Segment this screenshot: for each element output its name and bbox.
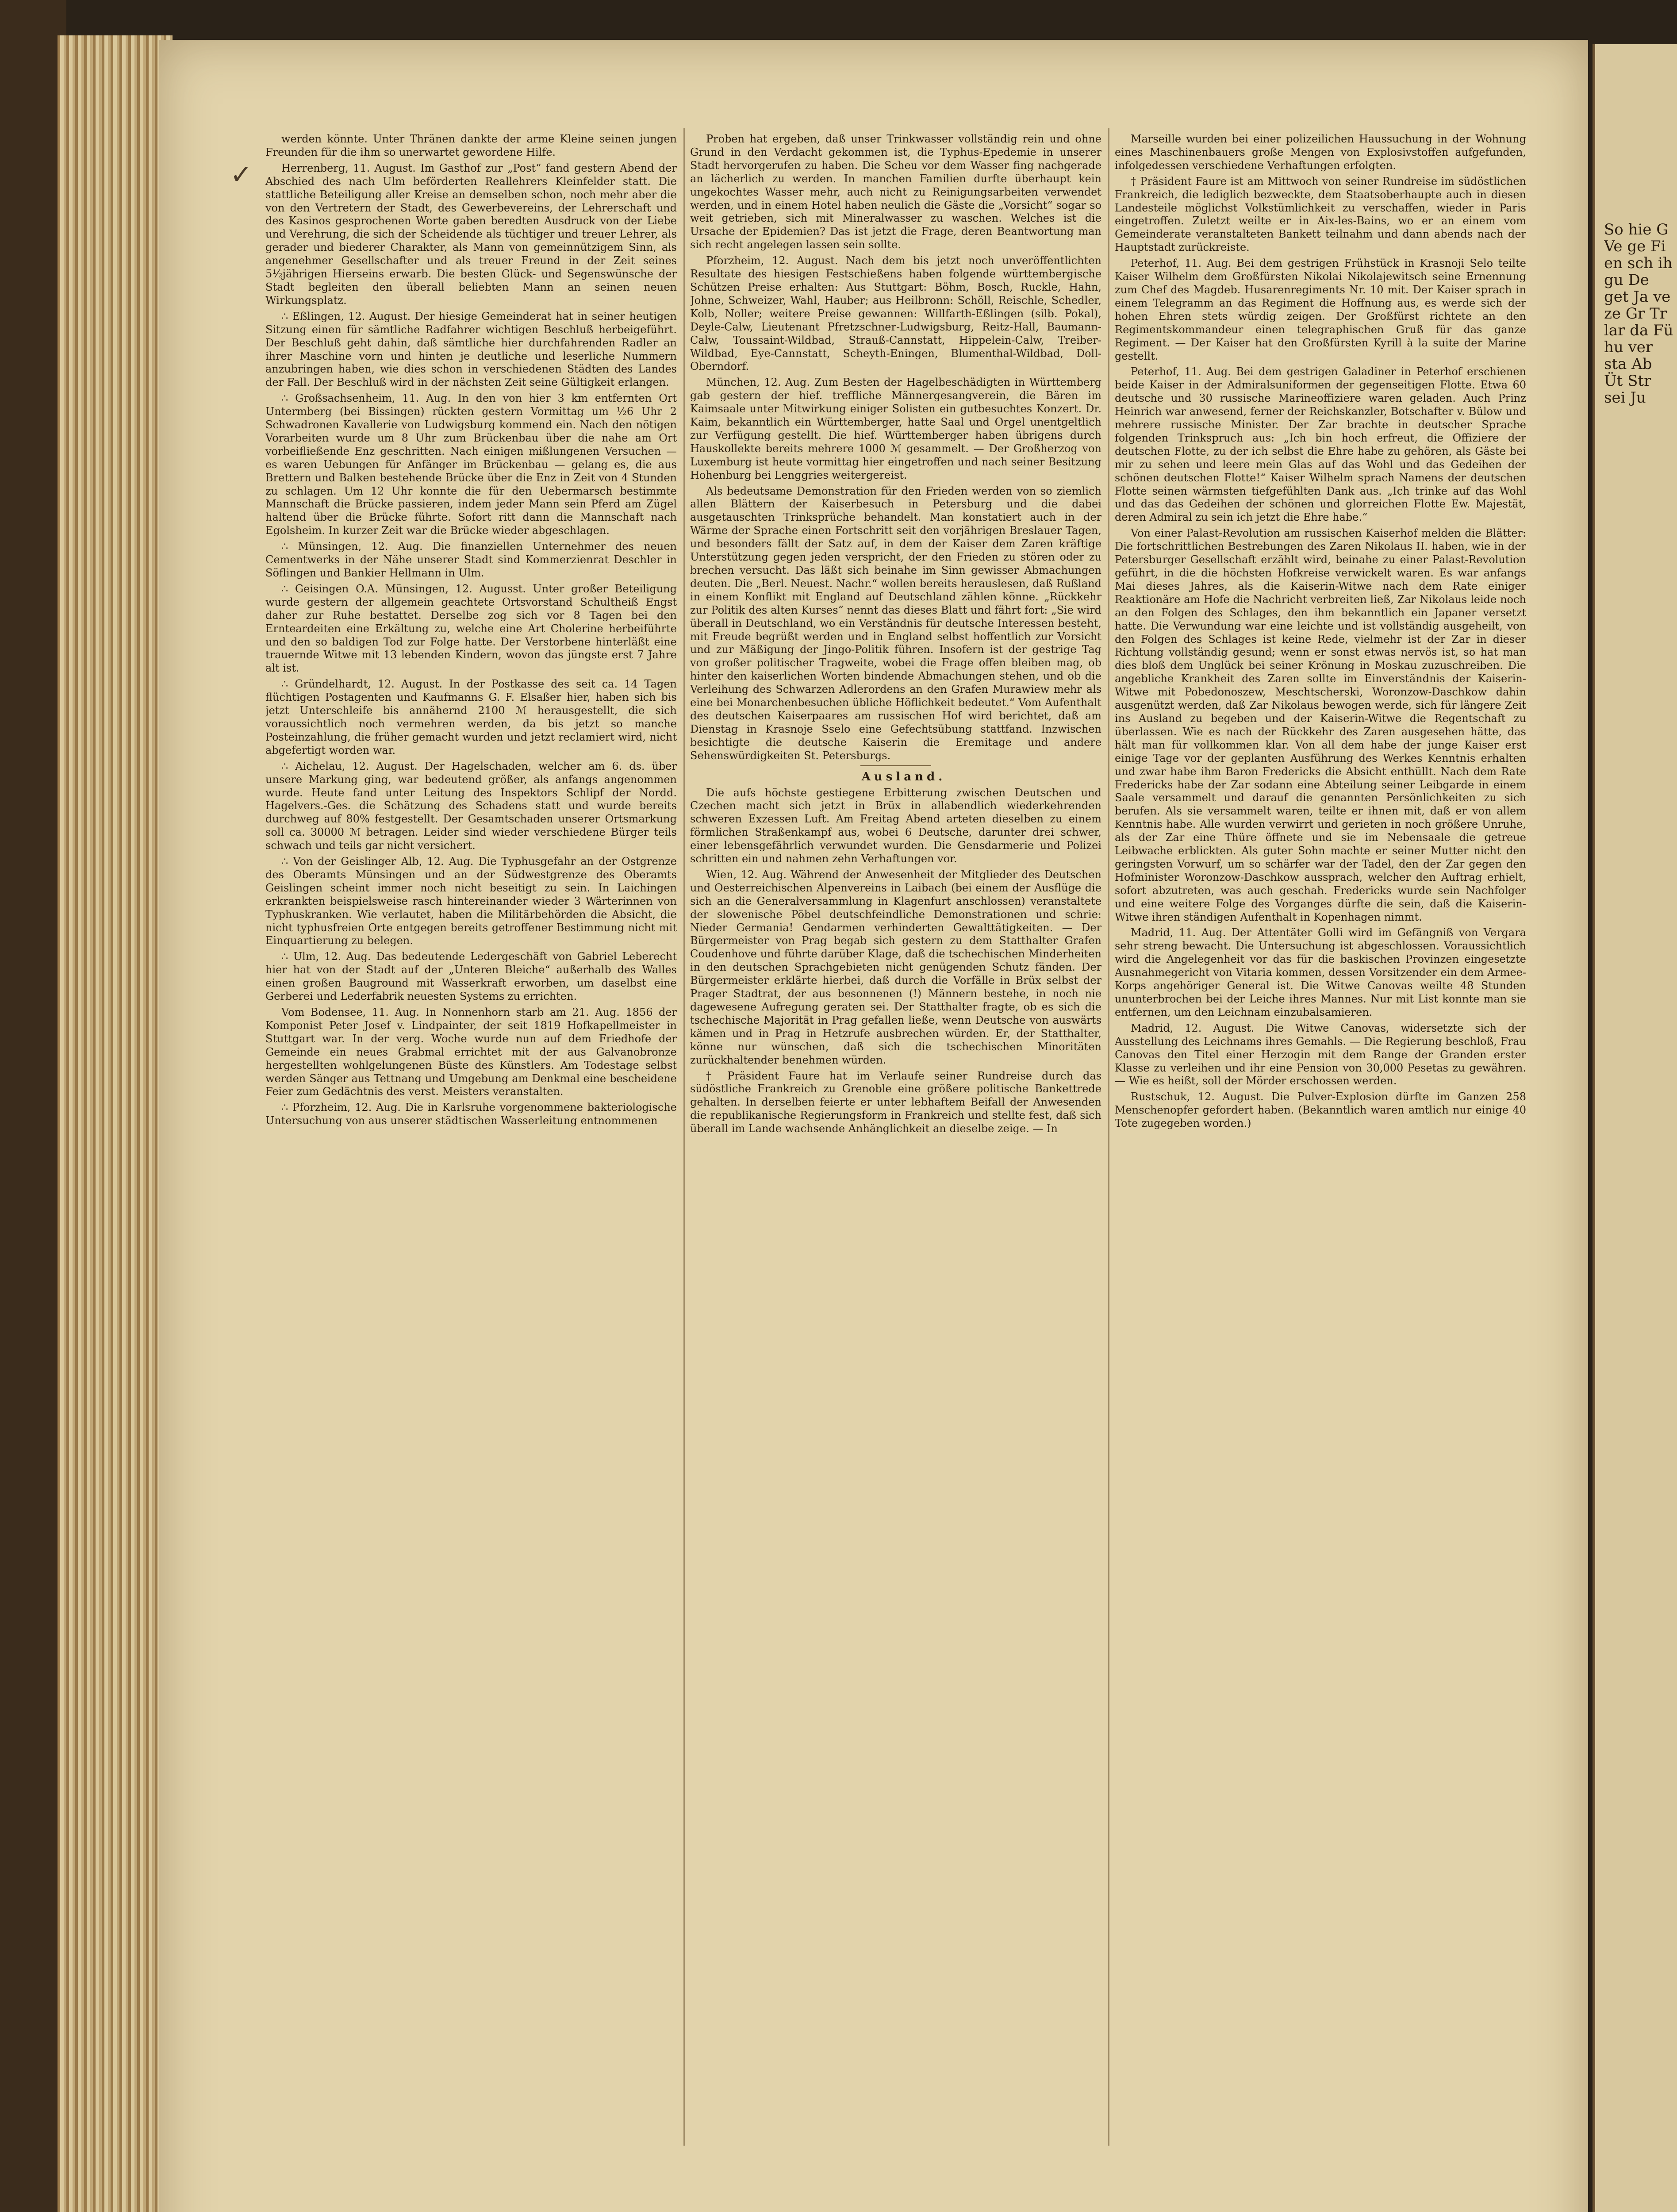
article-paragraph: werden könnte. Unter Thränen dankte der arme Kleine seinen jungen Freunden für die ihm so unerwartet gewordene Hilfe. [265, 133, 677, 158]
article-paragraph: Rustschuk, 12. August. Die Pulver-Explosion dürfte im Ganzen 258 Menschenopfer gefordert haben. (Bekanntlich waren amtlich nur einige 40 Tote zugegeben worden.) [1115, 1091, 1526, 1130]
article-paragraph: ∴ Geisingen O.A. Münsingen, 12. Augusst. Unter großer Beteiligung wurde gestern der allgemein geachtete Ortsvorstand Schultheiß Engst daher zur Ruhe bestattet. Derselbe zog sich vor 8 Tagen bei den Ernteardeiten eine Erkältung zu, welche eine Art Cholerine herbeiführte und den so baldigen Tod zur Folge hatte. Der Verstorbene hinterläßt eine trauernde Witwe mit 13 lebenden Kindern, wovon das jüngste erst 7 Jahre alt ist. [265, 582, 677, 675]
article-paragraph: ∴ Von der Geislinger Alb, 12. Aug. Die Typhusgefahr an der Ostgrenze des Oberamts Münsingen und an der Südwestgrenze des Oberamts Geislingen scheint immer noch nicht beseitigt zu sein. In Laichingen erkrankten beispielsweise rasch hintereinander wieder 3 Wärterinnen von Typhuskranken. Wie verlautet, haben die Militärbehörden die Absicht, die nicht typhusfreien Orte entgegen bereits getroffener Bestimmung nicht mit Einquartierung zu belegen. [265, 855, 677, 947]
article-paragraph: Madrid, 12. August. Die Witwe Canovas, widersetzte sich der Ausstellung des Leichnams ihres Gemahls. — Die Regierung beschloß, Frau Canovas den Titel einer Herzogin mit dem Range der Granden erster Klasse zu verleihen und ihr eine Pension von 30,000 Pesetas zu gewähren. — Wie es heißt, soll der Mörder erschossen werden. [1115, 1022, 1526, 1087]
column-3 [1115, 133, 1526, 2150]
book-binding [0, 0, 66, 2212]
article-paragraph: Peterhof, 11. Aug. Bei dem gestrigen Frühstück in Krasnoji Selo teilte Kaiser Wilhelm dem Großfürsten Nikolai Nikolajewitsch seine Ernennung zum Chef des Magdeb. Husarenregiments Nr. 10 mit. Der Kaiser sprach in einem Telegramm an das Regiment die Hoffnung aus, es werde sich der hohen Ehren stets würdig zeigen. Der Großfürst richtete an den Regimentskommandeur einen telegraphischen Gruß für das ganze Regiment. — Der Kaiser hat den Großfürsten Kyrill à la suite der Marine gestellt. [1115, 257, 1526, 362]
article-paragraph: ∴ Aichelau, 12. August. Der Hagelschaden, welcher am 6. ds. über unsere Markung ging, war bedeutend größer, als anfangs angenommen wurde. Heute fand unter Leitung des Inspektors Schlipf der Nordd. Hagelvers.-Ges. die Schätzung des Schadens statt und wurde bereits durchweg auf 80% festgestellt. Der Gesamtschaden unserer Ortsmarkung soll ca. 30000 ℳ betragen. Leider sind wieder verschiedene Bürger teils schwach und teils gar nicht versichert. [265, 760, 677, 852]
column-rule [683, 128, 685, 2146]
article-paragraph: † Präsident Faure ist am Mittwoch von seiner Rundreise im südöstlichen Frankreich, die lediglich bezweckte, dem Staatsoberhaupte auch in diesen Landesteile möglichst Volkstümlichkeit zu verschaffen, wieder in Paris eingetroffen. Zuletzt weilte er in Aix-les-Bains, wo er an einem vom Gemeinderate veranstalteten Bankett teilnahm und dann abends nach der Hauptstadt zurückreiste. [1115, 175, 1526, 254]
article-paragraph: † Präsident Faure hat im Verlaufe seiner Rundreise durch das südöstliche Frankreich zu Grenoble eine größere politische Bankettrede gehalten. In derselben feierte er unter lebhaftem Beifall der Anwesenden die republikanische Regierungsform in Frankreich und stellte fest, daß sich überall im Lande wachsende Anhänglichkeit an dieselbe zeige. — In [690, 1069, 1101, 1135]
article-paragraph: Von einer Palast-Revolution am russischen Kaiserhof melden die Blätter: Die fortschrittlichen Bestrebungen des Zaren Nikolaus II. haben, wie in der Petersburger Gesellschaft erzählt wird, beinahe zu einer Palast-Revolution geführt, in die die höchsten Hofkreise verwickelt waren. Es war anfangs Mai dieses Jahres, als die Kaiserin-Witwe nach dem Rate einiger Reaktionäre am Hofe die Nachricht verbreiten ließ, Zar Nikolaus leide noch an den Folgen des Schlages, den ihm bekanntlich ein Japaner versetzt hatte. Die Verwundung war eine leichte und ist vollständig ausgeheilt, von den Folgen des Schlages ist keine Rede, vielmehr ist der Zar in dieser Richtung vollständig gesund; wenn er sonst etwas nervös ist, so hat man dies bloß dem Unglück bei seiner Krönung in Moskau zuzuschreiben. Die angebliche Krankheit des Zaren sollte im Einverständnis der Kaiserin-Witwe mit Pobedonoszew, Meschtscherski, Woronzow-Daschkow dahin ausgenützt werden, daß Zar Nikolaus bewogen werde, sich für längere Zeit ins Ausland zu begeben und der Kaiserin-Witwe die Regentschaft zu überlassen. Wie es nach der Rückkehr des Zaren ausgesehen hätte, das hält man für vollkommen klar. Von all dem habe der junge Kaiser erst einige Tage vor der geplanten Ausführung des Werkes Kenntnis erhalten und zwar habe ihm Baron Fredericks die Absicht enthüllt. Nach dem Rate Fredericks habe der Zar sodann eine Abteilung seiner Leibgarde in einem Saale versammelt und darauf die genannten Persönlichkeiten zu sich berufen. Als sie versammelt waren, teilte er ihnen mit, daß er von allem Kenntnis habe. Alle wurden verwirrt und gerieten in noch größere Unruhe, als der Zar eine Thüre öffnete und sie im Nebensaale die getreue Leibwache erblickten. Als guter Sohn machte er seiner Mutter nicht den geringsten Vorwurf, um so schärfer war der Tadel, den der Zar gegen den Hofminister Woronzow-Daschkow aussprach, welcher den Auftrag erhielt, sofort abzutreten, was auch geschah. Fredericks wurde sein Nachfolger und eine weitere Folge des Vorganges dürfte die sein, daß die Kaiserin-Witwe ihren ständigen Aufenthalt in Kopenhagen nimmt. [1115, 527, 1526, 923]
pencil-check-icon: ✓ [230, 159, 253, 190]
article-paragraph: Herrenberg, 11. August. Im Gasthof zur „Post“ fand gestern Abend der Abschied des nach Ulm beförderten Reallehrers Kleinfelder statt. Die stattliche Beteiligung aller Kreise an demselben schon, noch mehr aber die von den Vertretern der Stadt, des Gewerbevereins, der Lehrerschaft und des Kasinos gesprochenen Worte gaben beredten Ausdruck von der Liebe und Verehrung, die sich der Scheidende als tüchtiger und treuer Lehrer, als gerader und biederer Charakter, als Mann von gemeinnützigem Sinn, als angenehmer Gesellschafter und als treuer Freund in der Zeit seines 5½jährigen Hierseins erwarb. Die besten Glück- und Segenswünsche der Stadt begleiten den überall beliebten Mann an seinen neuen Wirkungsplatz. [265, 161, 677, 307]
article-paragraph: ∴ Pforzheim, 12. Aug. Die in Karlsruhe vorgenommene bakteriologische Untersuchung von aus unserer städtischen Wasserleitung entnommenen [265, 1101, 677, 1127]
adjacent-page-text: So hie G Ve ge Fi en sch ih gu De get Ja ve ze Gr Tr lar da Fü hu ver sta Ab Üt Str sei Ju [1604, 221, 1673, 407]
column-1 [265, 133, 677, 2150]
page-edges [58, 35, 173, 2212]
article-paragraph: Die aufs höchste gestiegene Erbitterung zwischen Deutschen und Czechen macht sich jetzt in Brüx in allabendlich wiederkehrenden schweren Exzessen Luft. Am Freitag Abend arteten dieselben zu einem förmlichen Straßenkampf aus, wobei 6 Deutsche, darunter drei schwer, einer lebensgefährlich verwundet wurden. Die Gensdarmerie und Polizei schritten ein und nahmen zehn Verhaftungen vor. [690, 786, 1101, 865]
article-paragraph: Peterhof, 11. Aug. Bei dem gestrigen Galadiner in Peterhof erschienen beide Kaiser in der Admiralsuniformen der gegenseitigen Flotte. Etwa 60 deutsche und 30 russische Marineoffiziere waren geladen. Auch Prinz Heinrich war anwesend, ferner der Reichskanzler, Botschafter v. Bülow und mehrere russische Minister. Der Zar brachte in deutscher Sprache folgenden Trinkspruch aus: „Ich bin hoch erfreut, die Offiziere der deutschen Flotte, zu der ich selbst die Ehre habe zu gehören, als Gäste bei mir zu sehen und leere mein Glas auf das Wohl und das Gedeihen der schönen deutschen Flotte!“ Kaiser Wilhelm sprach Namens der deutschen Flotte seinen wärmsten tiefgefühlten Dank aus. „Ich trinke auf das Wohl und das das Gedeihen der schönen und glorreichen Flotte Ew. Majestät, deren Admiral zu sein ich jetzt die Ehre habe.“ [1115, 365, 1526, 524]
column-rule [1108, 128, 1109, 2146]
article-paragraph: ∴ Münsingen, 12. Aug. Die finanziellen Unternehmer des neuen Cementwerks in der Nähe unserer Stadt sind Kommerzienrat Deschler in Söflingen und Bankier Hellmann in Ulm. [265, 540, 677, 579]
adjacent-page [1593, 44, 1677, 2212]
article-paragraph: München, 12. Aug. Zum Besten der Hagelbeschädigten in Württemberg gab gestern der hief. treffliche Männergesangverein, die Bären im Kaimsaale unter Mitwirkung einiger Solisten ein gutbesuchtes Konzert. Dr. Kaim, bekanntlich ein Württemberger, hatte Saal und Orgel unentgeltlich zur Verfügung gestellt. Die hief. Württemberger haben übrigens durch Hauskollekte bereits mehrere 1000 ℳ gesammelt. — Der Großherzog von Luxemburg ist heute vormittag hier eingetroffen und nach seiner Besitzung Hohenburg bei Lenggries weitergereist. [690, 376, 1101, 481]
article-paragraph: Proben hat ergeben, daß unser Trinkwasser vollständig rein und ohne Grund in den Verdacht gekommen ist, die Typhus-Epedemie in unserer Stadt hervorgerufen zu haben. Die Scheu vor dem Wasser fing nachgerade an lächerlich zu werden. In manchen Familien durfte überhaupt kein ungekochtes Wasser mehr, auch nicht zu Reinigungsarbeiten verwendet werden, und in einem Hotel haben neulich die Gäste die „Vorsicht“ sogar so weit getrieben, sich mit Mineralwasser zu waschen. Welches ist die Ursache der Epidemien? Das ist jetzt die Frage, deren Beantwortung man sich recht angelegen lassen sein sollte. [690, 133, 1101, 251]
article-paragraph: ∴ Großsachsenheim, 11. Aug. In den von hier 3 km entfernten Ort Untermberg (bei Bissingen) rückten gestern Vormittag um ½6 Uhr 2 Schwadronen Kavallerie von Ludwigsburg kommend ein. Nach den nötigen Vorarbeiten wurde um 8 Uhr zum Brückenbau über die nahe am Ort vorbeifließende Enz geschritten. Nach einigen mißlungenen Versuchen — es waren Uebungen für Anfänger im Brückenbau — gelang es, die aus Brettern und Balken bestehende Brücke über die Enz in Zeit von 4 Stunden zu schlagen. Um 12 Uhr konnte die für den Uebermarsch bestimmte Mannschaft die Brücke passieren, indem jeder Mann sein Pferd am Zügel haltend über die Brücke führte. Sofort ritt dann die Mannschaft nach Egolsheim. In kurzer Zeit war die Brücke wieder abgeschlagen. [265, 392, 677, 537]
column-2 [690, 133, 1101, 2150]
article-paragraph: ∴ Gründelhardt, 12. August. In der Postkasse des seit ca. 14 Tagen flüchtigen Postagenten und Kaufmanns G. F. Elsaßer hier, haben sich bis jetzt Unterschleife bis annähernd 2100 ℳ herausgestellt, die sich voraussichtlich noch vermehren werden, da bis jetzt so manche Posteinzahlung, die früher gemacht wurden und jetzt reclamiert wird, nicht abgefertigt worden war. [265, 678, 677, 757]
article-paragraph: Vom Bodensee, 11. Aug. In Nonnenhorn starb am 21. Aug. 1856 der Komponist Peter Josef v. Lindpainter, der seit 1819 Hofkapellmeister in Stuttgart war. In der verg. Woche wurde nun auf dem Friedhofe der Gemeinde ein neues Grabmal errichtet mit der aus Galvanobronze hergestellten wohlgelungenen Büste des Künstlers. Am Todestage selbst werden Sänger aus Tettnang und Umgebung am Denkmal eine bescheidene Feier zum Gedächtnis des verst. Meisters veranstalten. [265, 1006, 677, 1098]
section-heading: Ausland. [861, 770, 946, 783]
article-paragraph: Pforzheim, 12. August. Nach dem bis jetzt noch unveröffentlichten Resultate des hiesigen Festschießens haben folgende württembergische Schützen Preise erhalten: Aus Stuttgart: Böhm, Bosch, Ruckle, Hahn, Johne, Schweizer, Wahl, Hauber; aus Heilbronn: Schöll, Reischle, Schedler, Kolb, Noller; weitere Preise gewannen: Willfarth-Eßlingen (silb. Pokal), Deyle-Calw, Lieutenant Pfretzschner-Ludwigsburg, Reitz-Hall, Baumann-Calw, Toussaint-Wildbad, Strauß-Cannstatt, Hippelein-Calw, Treiber-Wildbad, Eye-Cannstatt, Scheyth-Eningen, Blumenthal-Wildbad, Doll-Oberndorf. [690, 254, 1101, 373]
article-paragraph: Madrid, 11. Aug. Der Attentäter Golli wird im Gefängniß von Vergara sehr streng bewacht. Die Untersuchung ist abgeschlossen. Voraussichtlich wird die Angelegenheit vor das für die baskischen Provinzen eingesetzte Ausnahmegericht von Vitaria kommen, dessen Vorsitzender ein dem Armee-Korps angehöriger General ist. Die Witwe Canovas weilte 48 Stunden ununterbrochen bei der Leiche ihres Mannes. Nur mit List konnte man sie entfernen, um den Leichnam einzubalsamieren. [1115, 926, 1526, 1018]
article-paragraph: ∴ Ulm, 12. Aug. Das bedeutende Ledergeschäft von Gabriel Leberecht hier hat von der Stadt auf der „Unteren Bleiche“ außerhalb des Walles einen großen Bauground mit Wasserkraft erworben, um daselbst eine Gerberei und Lederfabrik neuesten Systems zu errichten. [265, 950, 677, 1003]
article-paragraph: ∴ Eßlingen, 12. August. Der hiesige Gemeinderat hat in seiner heutigen Sitzung einen für sämtliche Radfahrer wichtigen Beschluß herbeigeführt. Der Beschluß geht dahin, daß sämtliche hier durchfahrenden Radler an ihrer Maschine vorn und hinten je deutliche und leserliche Nummern anzubringen haben, wie dies schon in verschiedenen Städten des Landes der Fall. Der Beschluß wird in der nächsten Zeit seine Gültigkeit erlangen. [265, 310, 677, 389]
article-paragraph: Wien, 12. Aug. Während der Anwesenheit der Mitglieder des Deutschen und Oesterreichischen Alpenvereins in Laibach (bei einem der Ausflüge die sich an die Generalversammlung in Klagenfurt anschlossen) veranstaltete der slowenische Pöbel deutschfeindliche Demonstrationen und schrie: Nieder Germania! Gendarmen verhinderten Gewalttätigkeiten. — Der Bürgermeister von Prag begab sich gestern zu dem Statthalter Grafen Coudenhove und führte darüber Klage, daß die tschechischen Minderheiten in den deutschen Sprachgebieten nicht genügenden Schutz fänden. Der Bürgermeister erklärte hierbei, daß durch die Vorfälle in Brüx selbst der Prager Stadtrat, der aus besonnenen (!) Männern bestehe, in noch nie dagewesene Aufregung geraten sei. Der Statthalter fragte, ob es sich die tschechische Majorität in Prag gefallen ließe, wenn Deutsche von auswärts kämen und in Prag in Hetzrufe ausbrechen würden. Er, der Statthalter, könne nur wünschen, daß sich die tschechischen Minoritäten zurückhaltender benehmen würden. [690, 868, 1101, 1066]
article-paragraph: Als bedeutsame Demonstration für den Frieden werden von so ziemlich allen Blättern der Kaiserbesuch in Petersburg und die dabei ausgetauschten Trinksprüche behandelt. Man konstatiert auch in der Wärme der Sprache einen Fortschritt seit den vorjährigen Breslauer Tagen, und besonders fällt der Satz auf, in dem der Kaiser dem Zaren kräftige Unterstützung gegen jeden verspricht, der den Frieden zu stören oder zu brechen versucht. Das läßt sich beinahe im Sinn gewisser Abmachungen deuten. Die „Berl. Neuest. Nachr.“ wollen bereits herauslesen, daß Rußland in einem Konflikt mit England auf Deutschland zählen könne. „Rückkehr zur Politik des alten Kurses“ nennt das dieses Blatt und fährt fort: „Sie wird überall in Deutschland, wo ein Verständnis für deutsche Interessen besteht, mit Freude begrüßt werden und in England selbst hoffentlich zur Vorsicht und zur Mäßigung der Jingo-Politik führen. Insofern ist der gestrige Tag von großer politischer Tragweite, wobei die Frage offen bleiben mag, ob hinter den kaiserlichen Worten bindende Abmachungen stehen, und ob die Verleihung des Schwarzen Adlerordens an den Grafen Murawiew mehr als eine bei Monarchenbesuchen übliche Höflichkeit bedeutet.“ Vom Aufenthalt des deutschen Kaiserpaares am russischen Hof wird berichtet, daß am Dienstag in Krasnoje Sselo eine Gefechtsübung stattfand. Inzwischen besichtigte die deutsche Kaiserin die Eremitage und andere Sehenswürdigkeiten St. Petersburgs. [690, 484, 1101, 762]
section-divider [860, 765, 931, 766]
article-paragraph: Marseille wurden bei einer polizeilichen Haussuchung in der Wohnung eines Maschinenbauers große Mengen von Explosivstoffen aufgefunden, infolgedessen verschiedene Verhaftungen erfolgten. [1115, 133, 1526, 172]
